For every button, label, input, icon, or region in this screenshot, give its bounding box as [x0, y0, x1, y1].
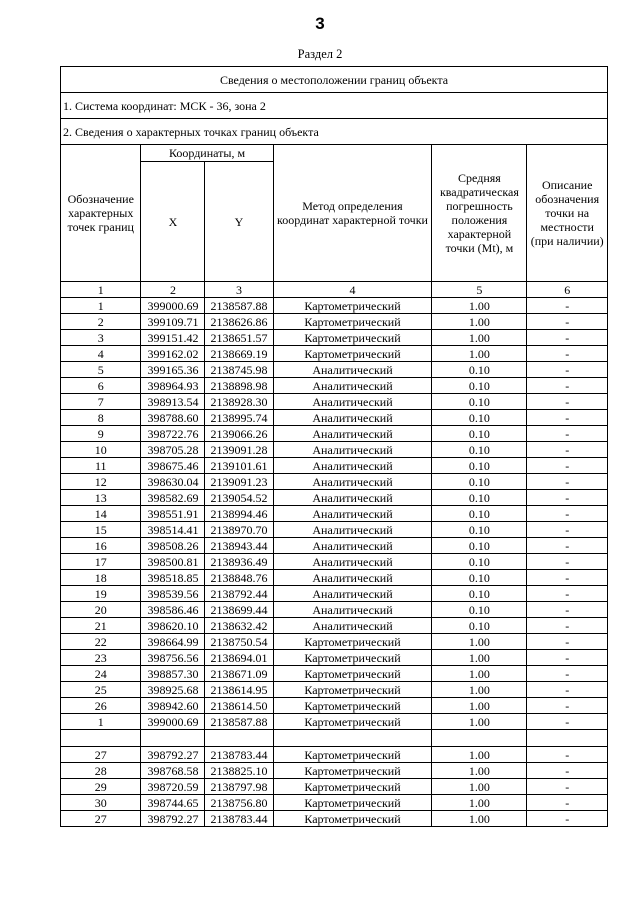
- point-number: 11: [61, 458, 141, 474]
- empty-cell: [141, 730, 205, 747]
- precision: 1.00: [432, 698, 527, 714]
- coord-x: 398675.46: [141, 458, 205, 474]
- method: Картометрический: [273, 811, 432, 827]
- method: Аналитический: [273, 378, 432, 394]
- point-number: 26: [61, 698, 141, 714]
- coord-x: 398857.30: [141, 666, 205, 682]
- method: Аналитический: [273, 522, 432, 538]
- description: -: [527, 602, 608, 618]
- description: -: [527, 714, 608, 730]
- table-row: [61, 330, 608, 346]
- precision: 0.10: [432, 362, 527, 378]
- precision: 0.10: [432, 570, 527, 586]
- method: Аналитический: [273, 474, 432, 490]
- description: -: [527, 426, 608, 442]
- table-row: [61, 538, 608, 554]
- precision: 0.10: [432, 618, 527, 634]
- point-number: 1: [61, 714, 141, 730]
- method: Картометрический: [273, 650, 432, 666]
- method: Аналитический: [273, 618, 432, 634]
- precision: 1.00: [432, 650, 527, 666]
- coord-x: 398620.10: [141, 618, 205, 634]
- header-row-1: [61, 145, 608, 162]
- description: -: [527, 666, 608, 682]
- method: Аналитический: [273, 554, 432, 570]
- coord-y: 2139066.26: [205, 426, 273, 442]
- coord-x: 399165.36: [141, 362, 205, 378]
- table-row: [61, 362, 608, 378]
- coord-x: 399000.69: [141, 714, 205, 730]
- table-title-row: [61, 67, 608, 93]
- coord-x: 399162.02: [141, 346, 205, 362]
- description: -: [527, 442, 608, 458]
- coord-x: 398514.41: [141, 522, 205, 538]
- coord-y: 2138745.98: [205, 362, 273, 378]
- coord-y: 2138694.01: [205, 650, 273, 666]
- coord-x: 398744.65: [141, 795, 205, 811]
- coord-x: 399151.42: [141, 330, 205, 346]
- table-row: [61, 474, 608, 490]
- header-y: Y: [205, 162, 273, 282]
- coord-y: 2138970.70: [205, 522, 273, 538]
- description: -: [527, 490, 608, 506]
- empty-cell: [432, 730, 527, 747]
- coord-y: 2138587.88: [205, 714, 273, 730]
- coord-y: 2138614.95: [205, 682, 273, 698]
- coord-x: 398722.76: [141, 426, 205, 442]
- method: Аналитический: [273, 410, 432, 426]
- method: Аналитический: [273, 362, 432, 378]
- coord-x: 398630.04: [141, 474, 205, 490]
- header-x: X: [141, 162, 205, 282]
- description: -: [527, 506, 608, 522]
- header-description: Описание обозначения точки на местности (при наличии): [527, 145, 608, 282]
- coord-y: 2138995.74: [205, 410, 273, 426]
- method: Картометрический: [273, 779, 432, 795]
- point-number: 22: [61, 634, 141, 650]
- coord-y: 2138928.30: [205, 394, 273, 410]
- point-number: 24: [61, 666, 141, 682]
- table-row: [61, 811, 608, 827]
- method: Аналитический: [273, 506, 432, 522]
- coord-y: 2138651.57: [205, 330, 273, 346]
- precision: 0.10: [432, 490, 527, 506]
- precision: 1.00: [432, 346, 527, 362]
- coord-x: 399109.71: [141, 314, 205, 330]
- coord-y: 2138756.80: [205, 795, 273, 811]
- table-row: [61, 618, 608, 634]
- point-number: 3: [61, 330, 141, 346]
- precision: 0.10: [432, 522, 527, 538]
- precision: 0.10: [432, 458, 527, 474]
- empty-cell: [205, 730, 273, 747]
- description: -: [527, 779, 608, 795]
- column-number: 3: [205, 282, 273, 298]
- description: -: [527, 570, 608, 586]
- method: Аналитический: [273, 586, 432, 602]
- table-row: [61, 378, 608, 394]
- point-number: 10: [61, 442, 141, 458]
- coord-x: 398768.58: [141, 763, 205, 779]
- coord-y: 2138898.98: [205, 378, 273, 394]
- method: Картометрический: [273, 634, 432, 650]
- method: Картометрический: [273, 298, 432, 314]
- method: Картометрический: [273, 682, 432, 698]
- header-method: Метод определения координат характерной точки: [273, 145, 432, 282]
- coord-x: 398586.46: [141, 602, 205, 618]
- description: -: [527, 795, 608, 811]
- method: Картометрический: [273, 714, 432, 730]
- point-number: 30: [61, 795, 141, 811]
- coord-y: 2139054.52: [205, 490, 273, 506]
- column-number: 2: [141, 282, 205, 298]
- description: -: [527, 618, 608, 634]
- precision: 0.10: [432, 538, 527, 554]
- point-number: 21: [61, 618, 141, 634]
- coord-x: 398720.59: [141, 779, 205, 795]
- coord-y: 2138632.42: [205, 618, 273, 634]
- coord-x: 398964.93: [141, 378, 205, 394]
- coord-y: 2139091.28: [205, 442, 273, 458]
- description: -: [527, 410, 608, 426]
- table-row: [61, 426, 608, 442]
- method: Аналитический: [273, 458, 432, 474]
- description: -: [527, 330, 608, 346]
- coord-y: 2138994.46: [205, 506, 273, 522]
- table-row: [61, 314, 608, 330]
- point-number: 9: [61, 426, 141, 442]
- coord-x: 398788.60: [141, 410, 205, 426]
- description: -: [527, 650, 608, 666]
- coord-system: 1. Система координат: МСК - 36, зона 2: [61, 93, 608, 119]
- point-number: 12: [61, 474, 141, 490]
- coord-x: 398500.81: [141, 554, 205, 570]
- point-number: 18: [61, 570, 141, 586]
- coord-x: 399000.69: [141, 298, 205, 314]
- section-title: Раздел 2: [297, 47, 343, 61]
- point-number: 7: [61, 394, 141, 410]
- coord-y: 2138587.88: [205, 298, 273, 314]
- precision: 1.00: [432, 666, 527, 682]
- point-number: 23: [61, 650, 141, 666]
- precision: 1.00: [432, 682, 527, 698]
- method: Аналитический: [273, 490, 432, 506]
- precision: 1.00: [432, 795, 527, 811]
- method: Картометрический: [273, 330, 432, 346]
- description: -: [527, 298, 608, 314]
- description: -: [527, 378, 608, 394]
- coord-y: 2139101.61: [205, 458, 273, 474]
- point-number: 17: [61, 554, 141, 570]
- description: -: [527, 346, 608, 362]
- precision: 1.00: [432, 811, 527, 827]
- precision: 1.00: [432, 763, 527, 779]
- method: Картометрический: [273, 763, 432, 779]
- point-number: 2: [61, 314, 141, 330]
- coord-y: 2138614.50: [205, 698, 273, 714]
- description: -: [527, 747, 608, 763]
- points-heading: 2. Сведения о характерных точках границ объекта: [61, 119, 608, 145]
- table-row: [61, 763, 608, 779]
- method: Аналитический: [273, 570, 432, 586]
- precision: 1.00: [432, 634, 527, 650]
- coord-x: 398925.68: [141, 682, 205, 698]
- table-title: Сведения о местоположении границ объекта: [61, 67, 608, 93]
- point-number: 29: [61, 779, 141, 795]
- precision: 0.10: [432, 442, 527, 458]
- coord-y: 2138669.19: [205, 346, 273, 362]
- table-row: [61, 554, 608, 570]
- header-designation: Обозначение характерных точек границ: [61, 145, 141, 282]
- column-numbers-row: [61, 282, 608, 298]
- coord-y: 2138825.10: [205, 763, 273, 779]
- precision: 0.10: [432, 394, 527, 410]
- method: Картометрический: [273, 314, 432, 330]
- point-number: 15: [61, 522, 141, 538]
- method: Картометрический: [273, 795, 432, 811]
- method: Картометрический: [273, 747, 432, 763]
- coord-y: 2139091.23: [205, 474, 273, 490]
- coord-x: 398756.56: [141, 650, 205, 666]
- point-number: 13: [61, 490, 141, 506]
- precision: 1.00: [432, 330, 527, 346]
- empty-cell: [527, 730, 608, 747]
- table-row: [61, 779, 608, 795]
- method: Аналитический: [273, 442, 432, 458]
- precision: 1.00: [432, 714, 527, 730]
- description: -: [527, 362, 608, 378]
- precision: 0.10: [432, 506, 527, 522]
- coord-system-row: [61, 93, 608, 119]
- coord-y: 2138671.09: [205, 666, 273, 682]
- method: Картометрический: [273, 698, 432, 714]
- empty-cell: [61, 730, 141, 747]
- column-number: 1: [61, 282, 141, 298]
- coord-x: 398518.85: [141, 570, 205, 586]
- table-row: [61, 634, 608, 650]
- coord-x: 398942.60: [141, 698, 205, 714]
- method: Аналитический: [273, 394, 432, 410]
- point-number: 27: [61, 747, 141, 763]
- contour-separator-row: [61, 730, 608, 747]
- point-number: 8: [61, 410, 141, 426]
- description: -: [527, 394, 608, 410]
- description: -: [527, 682, 608, 698]
- column-number: 4: [273, 282, 432, 298]
- description: -: [527, 698, 608, 714]
- description: -: [527, 522, 608, 538]
- table-row: [61, 795, 608, 811]
- method: Аналитический: [273, 538, 432, 554]
- point-number: 14: [61, 506, 141, 522]
- description: -: [527, 538, 608, 554]
- empty-cell: [273, 730, 432, 747]
- table-row: [61, 682, 608, 698]
- description: -: [527, 586, 608, 602]
- description: -: [527, 458, 608, 474]
- description: -: [527, 554, 608, 570]
- table-row: [61, 490, 608, 506]
- description: -: [527, 763, 608, 779]
- precision: 0.10: [432, 586, 527, 602]
- precision: 1.00: [432, 314, 527, 330]
- coord-x: 398539.56: [141, 586, 205, 602]
- description: -: [527, 634, 608, 650]
- points-heading-row: [61, 119, 608, 145]
- precision: 1.00: [432, 298, 527, 314]
- coord-y: 2138792.44: [205, 586, 273, 602]
- description: -: [527, 314, 608, 330]
- table-row: [61, 747, 608, 763]
- point-number: 19: [61, 586, 141, 602]
- table-row: [61, 698, 608, 714]
- precision: 1.00: [432, 779, 527, 795]
- precision: 0.10: [432, 602, 527, 618]
- coord-y: 2138943.44: [205, 538, 273, 554]
- table-row: [61, 602, 608, 618]
- point-number: 6: [61, 378, 141, 394]
- precision: 0.10: [432, 554, 527, 570]
- point-number: 28: [61, 763, 141, 779]
- point-number: 16: [61, 538, 141, 554]
- table-row: [61, 506, 608, 522]
- point-number: 25: [61, 682, 141, 698]
- coord-x: 398792.27: [141, 811, 205, 827]
- method: Картометрический: [273, 666, 432, 682]
- header-coordinates: Координаты, м: [141, 145, 273, 162]
- column-number: 5: [432, 282, 527, 298]
- point-number: 5: [61, 362, 141, 378]
- description: -: [527, 474, 608, 490]
- precision: 0.10: [432, 426, 527, 442]
- table-row: [61, 570, 608, 586]
- coord-y: 2138626.86: [205, 314, 273, 330]
- coord-x: 398582.69: [141, 490, 205, 506]
- point-number: 27: [61, 811, 141, 827]
- precision: 0.10: [432, 474, 527, 490]
- coord-y: 2138797.98: [205, 779, 273, 795]
- method: Аналитический: [273, 426, 432, 442]
- point-number: 20: [61, 602, 141, 618]
- table-row: [61, 714, 608, 730]
- header-precision: Средняя квадратическая погрешность положения характерной точки (Mt), м: [432, 145, 527, 282]
- table-row: [61, 666, 608, 682]
- boundary-points-table: [60, 66, 608, 827]
- coord-x: 398913.54: [141, 394, 205, 410]
- coord-y: 2138783.44: [205, 811, 273, 827]
- precision: 0.10: [432, 410, 527, 426]
- coord-x: 398792.27: [141, 747, 205, 763]
- table-row: [61, 458, 608, 474]
- precision: 1.00: [432, 747, 527, 763]
- description: -: [527, 811, 608, 827]
- coord-x: 398551.91: [141, 506, 205, 522]
- coord-y: 2138750.54: [205, 634, 273, 650]
- point-number: 4: [61, 346, 141, 362]
- coord-y: 2138699.44: [205, 602, 273, 618]
- table-row: [61, 442, 608, 458]
- table-row: [61, 650, 608, 666]
- table-row: [61, 410, 608, 426]
- method: Картометрический: [273, 346, 432, 362]
- table-row: [61, 346, 608, 362]
- column-number: 6: [527, 282, 608, 298]
- coord-y: 2138848.76: [205, 570, 273, 586]
- coord-y: 2138936.49: [205, 554, 273, 570]
- coord-x: 398664.99: [141, 634, 205, 650]
- coord-y: 2138783.44: [205, 747, 273, 763]
- point-number: 1: [61, 298, 141, 314]
- coord-x: 398705.28: [141, 442, 205, 458]
- table-row: [61, 298, 608, 314]
- table-row: [61, 586, 608, 602]
- table-row: [61, 394, 608, 410]
- precision: 0.10: [432, 378, 527, 394]
- table-row: [61, 522, 608, 538]
- method: Аналитический: [273, 602, 432, 618]
- coord-x: 398508.26: [141, 538, 205, 554]
- page-number: 3: [315, 14, 325, 33]
